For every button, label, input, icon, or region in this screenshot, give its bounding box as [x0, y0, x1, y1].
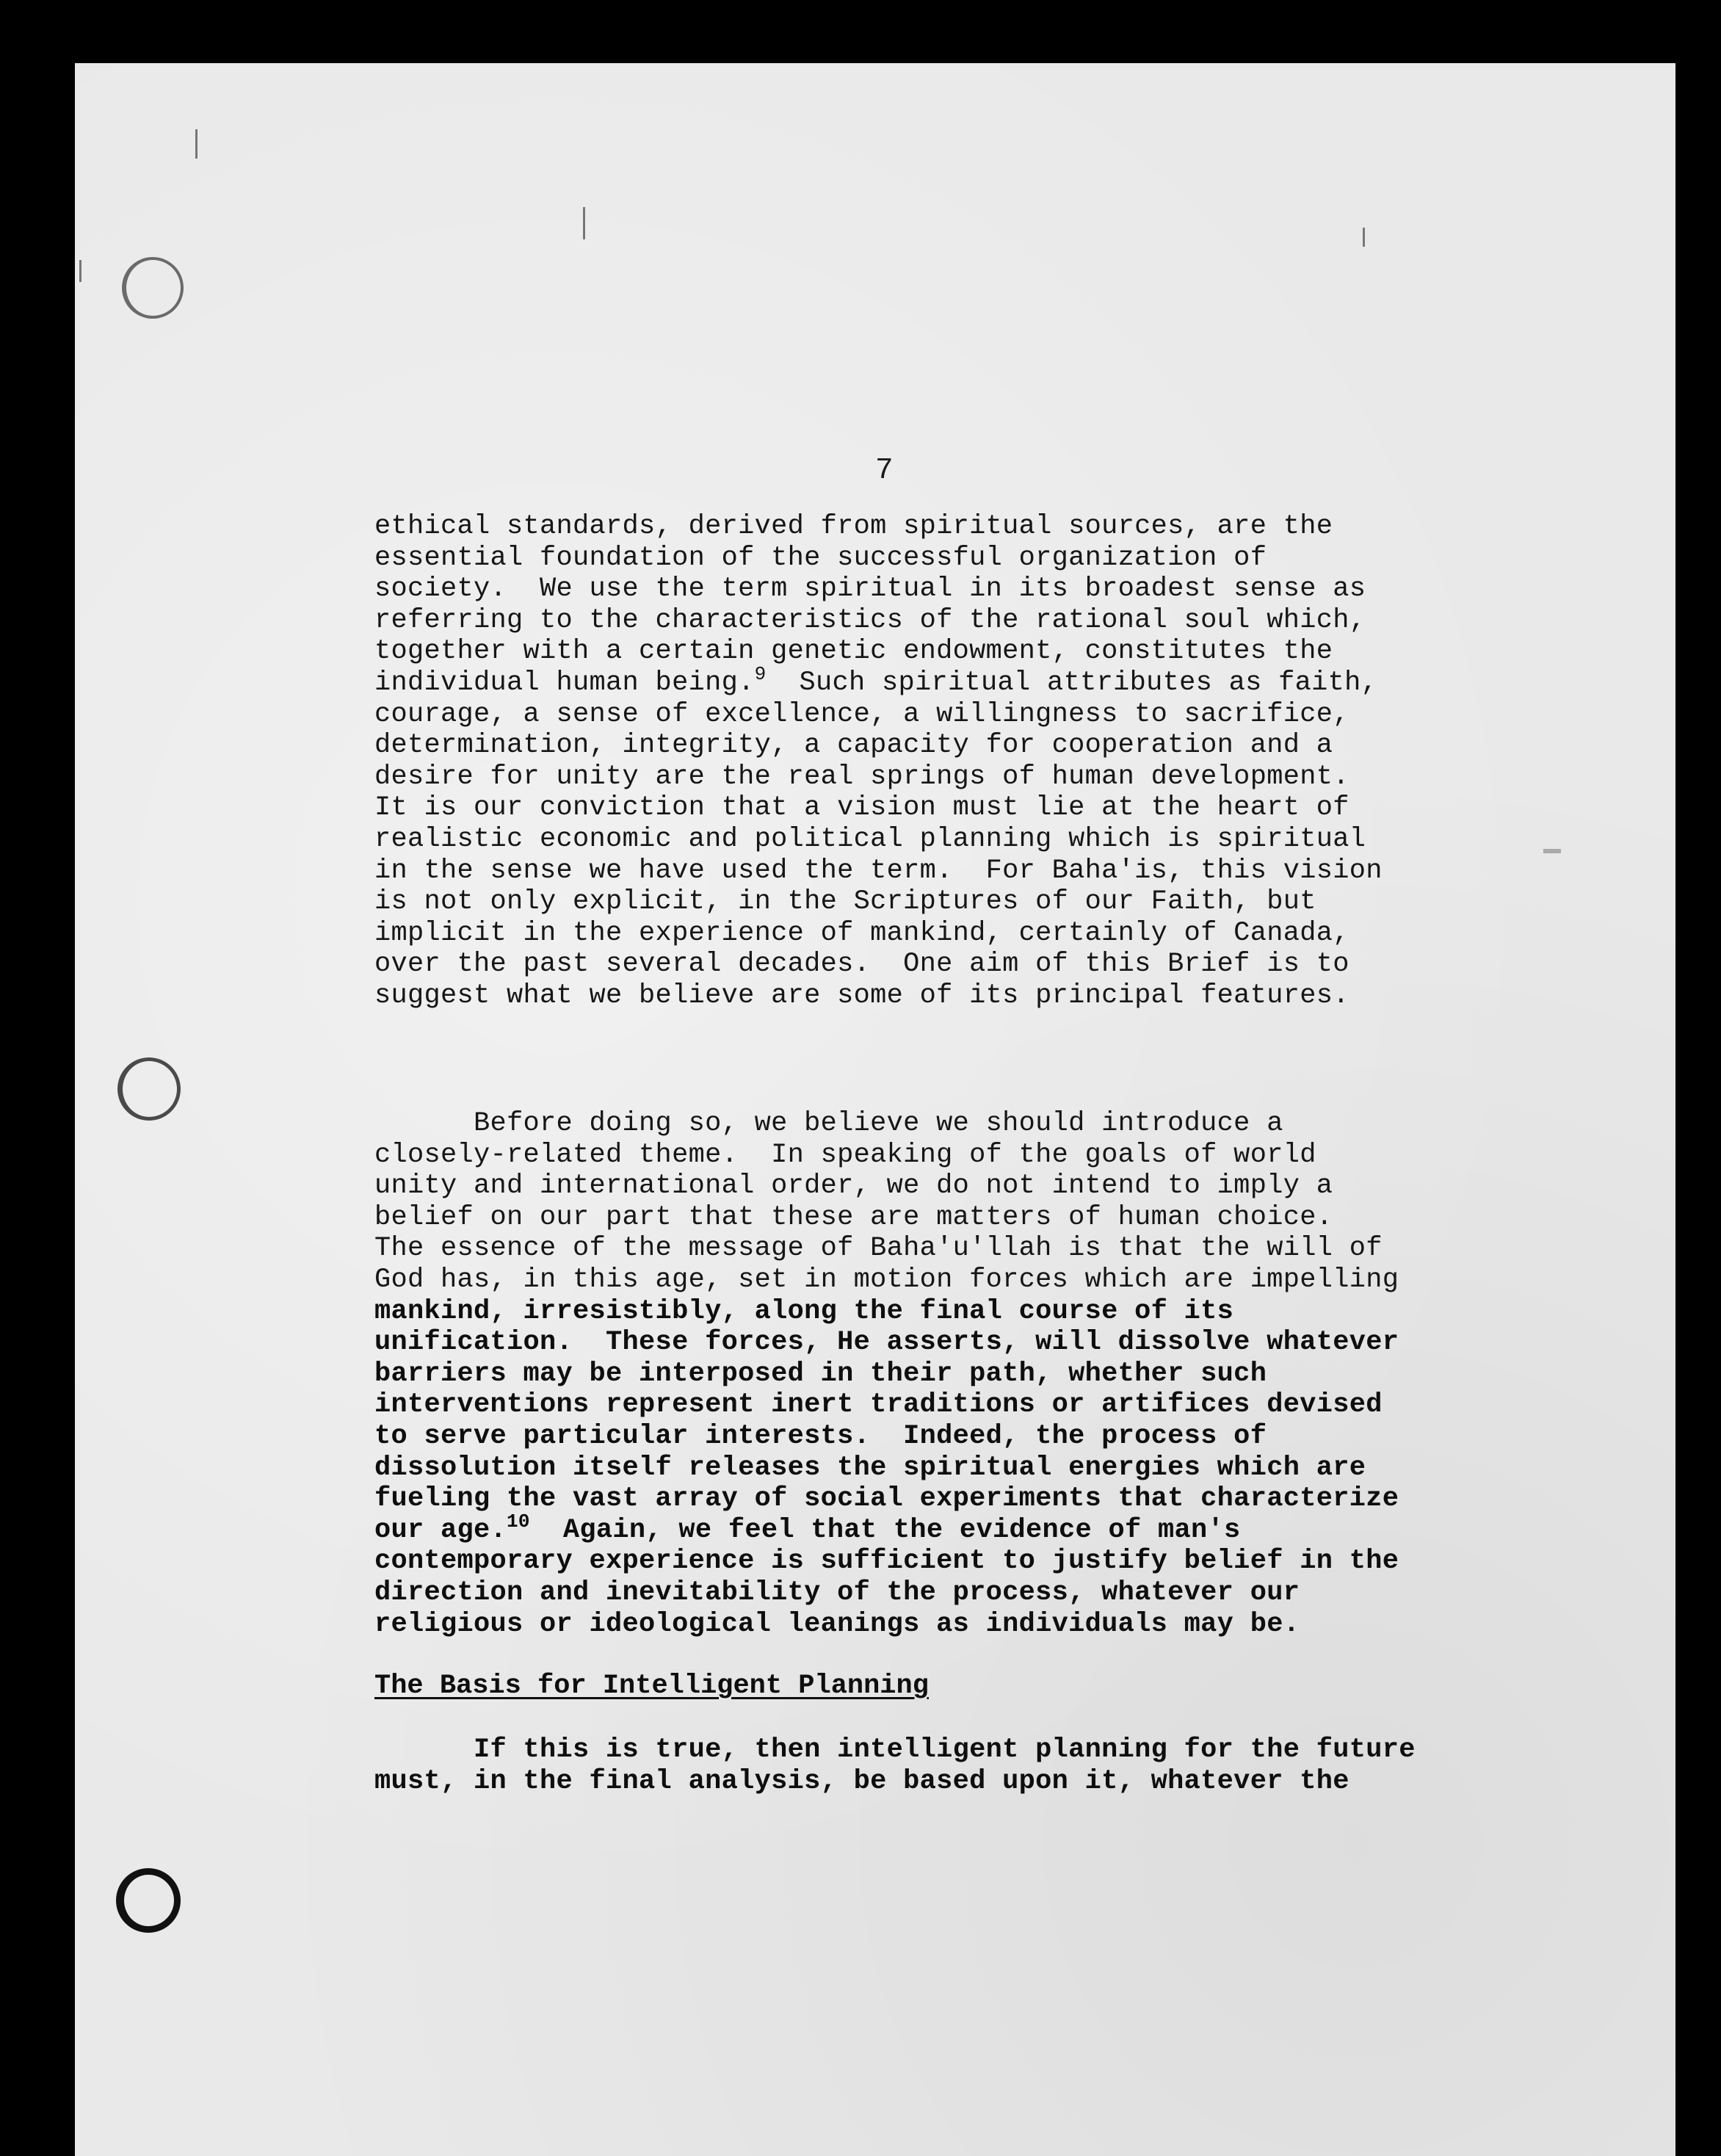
text-line: desire for unity are the real springs of human development.: [374, 761, 1349, 792]
scan-speck: [1363, 228, 1365, 247]
text-line: unity and international order, we do not intend to imply a: [374, 1171, 1333, 1202]
text-line: in the sense we have used the term. For Baha'is, this vision: [374, 855, 1383, 886]
scan-speck: [583, 207, 585, 239]
footnote-marker-10: 10: [507, 1510, 530, 1533]
paragraph-2: [374, 1108, 1476, 1640]
paragraph-1: [374, 511, 1476, 1012]
scan-speck: [195, 129, 198, 159]
text-line: over the past several decades. One aim of this Brief is to: [374, 949, 1349, 980]
text-line: together with a certain genetic endowment, constitutes the: [374, 636, 1333, 668]
text-line: implicit in the experience of mankind, certainly of Canada,: [374, 917, 1349, 949]
paragraph-3: [374, 1734, 1476, 1797]
text-line: interventions represent inert traditions or artifices devised: [374, 1389, 1383, 1421]
text-line: belief on our part that these are matters of human choice.: [374, 1201, 1333, 1233]
text-line: The essence of the message of Baha'u'llah is that the will of: [374, 1233, 1383, 1265]
section-heading: The Basis for Intelligent Planning: [374, 1671, 929, 1701]
text-line-with-footnote: [374, 1510, 1476, 1547]
punch-hole-top: [122, 257, 184, 319]
text-segment: individual human being.: [374, 667, 755, 698]
text-line: determination, integrity, a capacity for cooperation and a: [374, 730, 1333, 762]
text-line: religious or ideological leanings as individuals may be.: [374, 1608, 1300, 1640]
scan-speck: [1543, 849, 1561, 853]
text-segment: our age.: [374, 1514, 507, 1546]
text-line: referring to the characteristics of the rational soul which,: [374, 604, 1366, 636]
text-line: unification. These forces, He asserts, will dissolve whatever: [374, 1327, 1399, 1359]
text-line: realistic economic and political planning which is spiritual: [374, 823, 1366, 855]
text-line: contemporary experience is sufficient to justify belief in the: [374, 1546, 1399, 1577]
text-line: must, in the final analysis, be based upon it, whatever the: [374, 1765, 1349, 1797]
text-line: suggest what we believe are some of its principal features.: [374, 980, 1349, 1011]
text-line: is not only explicit, in the Scriptures of our Faith, but: [374, 886, 1316, 918]
text-segment: Again, we feel that the evidence of man's: [529, 1514, 1241, 1546]
text-line: courage, a sense of excellence, a willingness to sacrifice,: [374, 698, 1349, 730]
footnote-marker-9: 9: [754, 662, 767, 685]
text-line: barriers may be interposed in their path, whether such: [374, 1358, 1267, 1389]
punch-hole-middle: [117, 1057, 181, 1121]
text-line: It is our conviction that a vision must lie at the heart of: [374, 792, 1349, 824]
scan-speck: [79, 260, 81, 282]
text-line: Before doing so, we believe we should introduce a: [374, 1108, 1283, 1139]
text-line: society. We use the term spiritual in its broadest sense as: [374, 574, 1366, 605]
paper-sheet: [75, 63, 1675, 2156]
text-line: essential foundation of the successful organization of: [374, 542, 1267, 574]
text-line: closely-related theme. In speaking of the goals of world: [374, 1139, 1316, 1171]
text-line: ethical standards, derived from spiritual sources, are the: [374, 511, 1333, 542]
text-segment: Such spiritual attributes as faith,: [766, 667, 1378, 698]
text-line: to serve particular interests. Indeed, the process of: [374, 1420, 1267, 1452]
text-line: God has, in this age, set in motion forces which are impelling: [374, 1264, 1399, 1295]
text-line: If this is true, then intelligent planning for the future: [374, 1734, 1416, 1765]
text-line: mankind, irresistibly, along the final course of its: [374, 1295, 1234, 1327]
punch-hole-bottom: [116, 1868, 181, 1933]
page-number: 7: [875, 454, 894, 488]
text-line: fueling the vast array of social experiments that characterize: [374, 1483, 1399, 1515]
text-line: direction and inevitability of the process, whatever our: [374, 1577, 1300, 1608]
text-line-with-footnote: [374, 662, 1476, 699]
text-line: dissolution itself releases the spiritual energies which are: [374, 1452, 1366, 1483]
